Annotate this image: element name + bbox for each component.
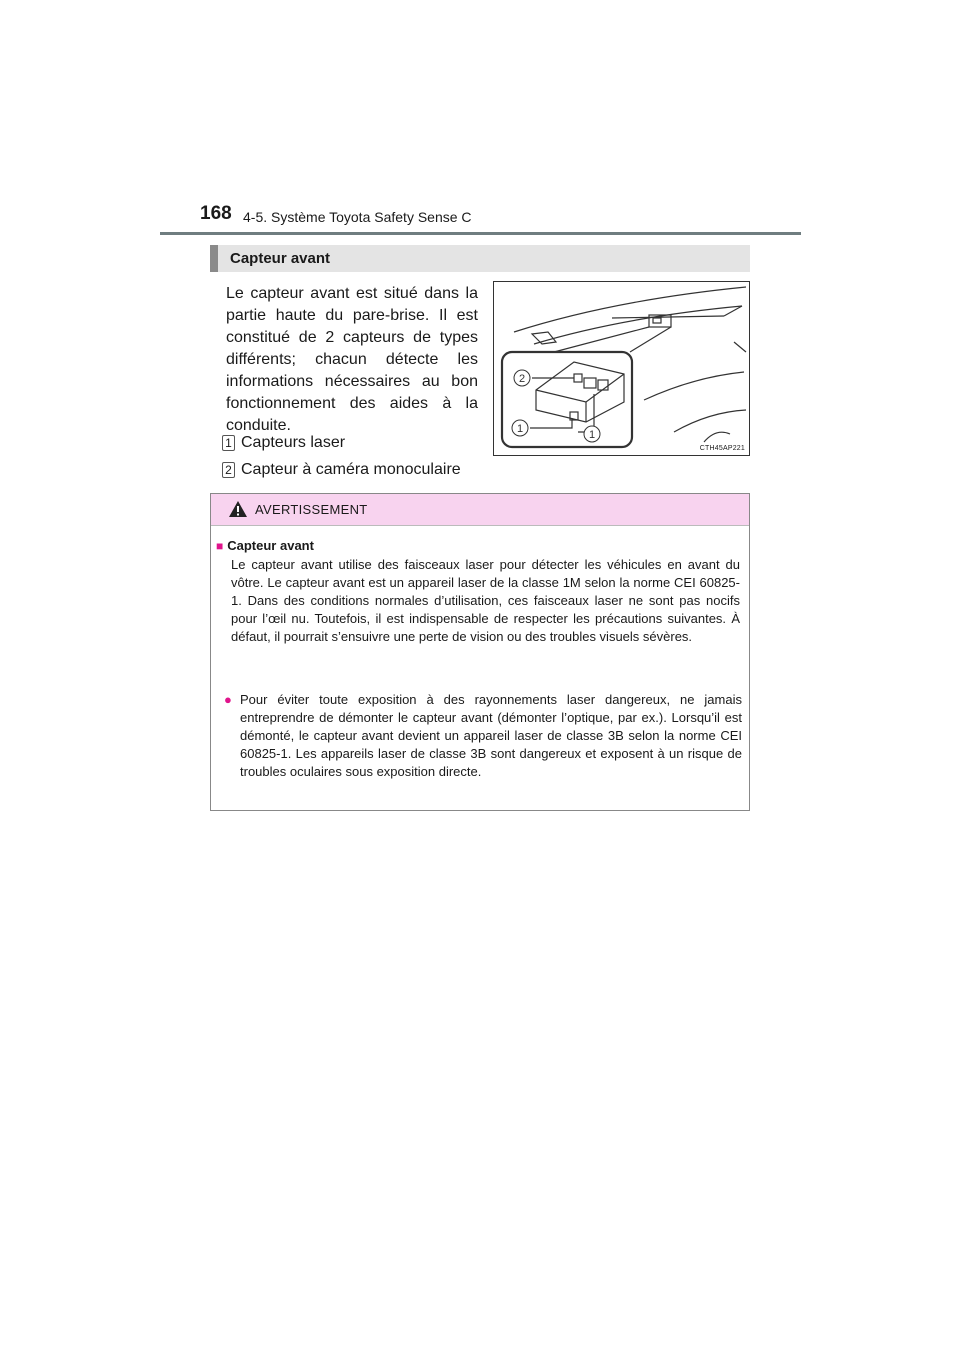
chapter-title: 4-5. Système Toyota Safety Sense C bbox=[243, 209, 472, 225]
callout-1: 1 bbox=[516, 423, 524, 435]
warning-bullet-text: Pour éviter toute exposition à des rayonnements laser dangereux, ne jamais entreprendre de démonter le capteur avant (démonter l’optique, par ex.). Lorsqu’il est démonté, le capteur avant devient un appareil laser de classe 3B selon la norme CEI 60825-1. Les appareils laser de classe 3B sont dangereux et exposent à un risque de troubles oculaires sous exposition directe. bbox=[240, 692, 742, 779]
figure-code: CTH45AP221 bbox=[699, 445, 745, 452]
warning-subheading-text: Capteur avant bbox=[227, 538, 314, 553]
legend-item-laser bbox=[222, 434, 345, 452]
warning-header bbox=[211, 494, 749, 526]
legend-number: 1 bbox=[222, 435, 235, 451]
warning-triangle-icon bbox=[228, 500, 248, 518]
square-bullet-icon: ■ bbox=[216, 539, 224, 553]
intro-paragraph: Le capteur avant est situé dans la partie haute du pare-brise. Il est constitué de 2 capteurs de types différents; chacun détecte les informations nécessaires au bon fonctionnement des aides à la conduite. bbox=[226, 285, 478, 434]
warning-bullet bbox=[224, 691, 742, 781]
legend-label: Capteurs laser bbox=[241, 434, 346, 451]
legend-label: Capteur à caméra monoculaire bbox=[241, 461, 461, 478]
section-heading-bar bbox=[210, 245, 750, 272]
header-rule bbox=[160, 232, 801, 235]
windshield-sensor-drawing bbox=[494, 282, 749, 455]
callout-2: 2 bbox=[518, 373, 526, 385]
round-bullet-icon: ● bbox=[224, 692, 232, 707]
callout-1b: 1 bbox=[588, 429, 596, 441]
warning-box bbox=[210, 493, 750, 811]
sensor-illustration bbox=[493, 281, 750, 456]
legend-number: 2 bbox=[222, 462, 235, 478]
warning-title: AVERTISSEMENT bbox=[255, 502, 368, 517]
warning-body: Le capteur avant utilise des faisceaux laser pour détecter les véhicules en avant du vôtre. Le capteur avant est un appareil laser de la classe 1M selon la norme CEI 60825-1. Dans des conditions normales d’utilisation, ces faisceaux laser ne sont pas nocifs pour l’œil nu. Toutefois, il est indispensable de respecter les précautions suivantes. À défaut, il pourrait s’ensuivre une perte de vision ou des troubles visuels sévères. bbox=[231, 557, 740, 644]
legend-item-camera bbox=[222, 461, 461, 479]
page-number: 168 bbox=[200, 203, 232, 224]
warning-subheading bbox=[216, 538, 314, 553]
section-title: Capteur avant bbox=[230, 250, 331, 267]
